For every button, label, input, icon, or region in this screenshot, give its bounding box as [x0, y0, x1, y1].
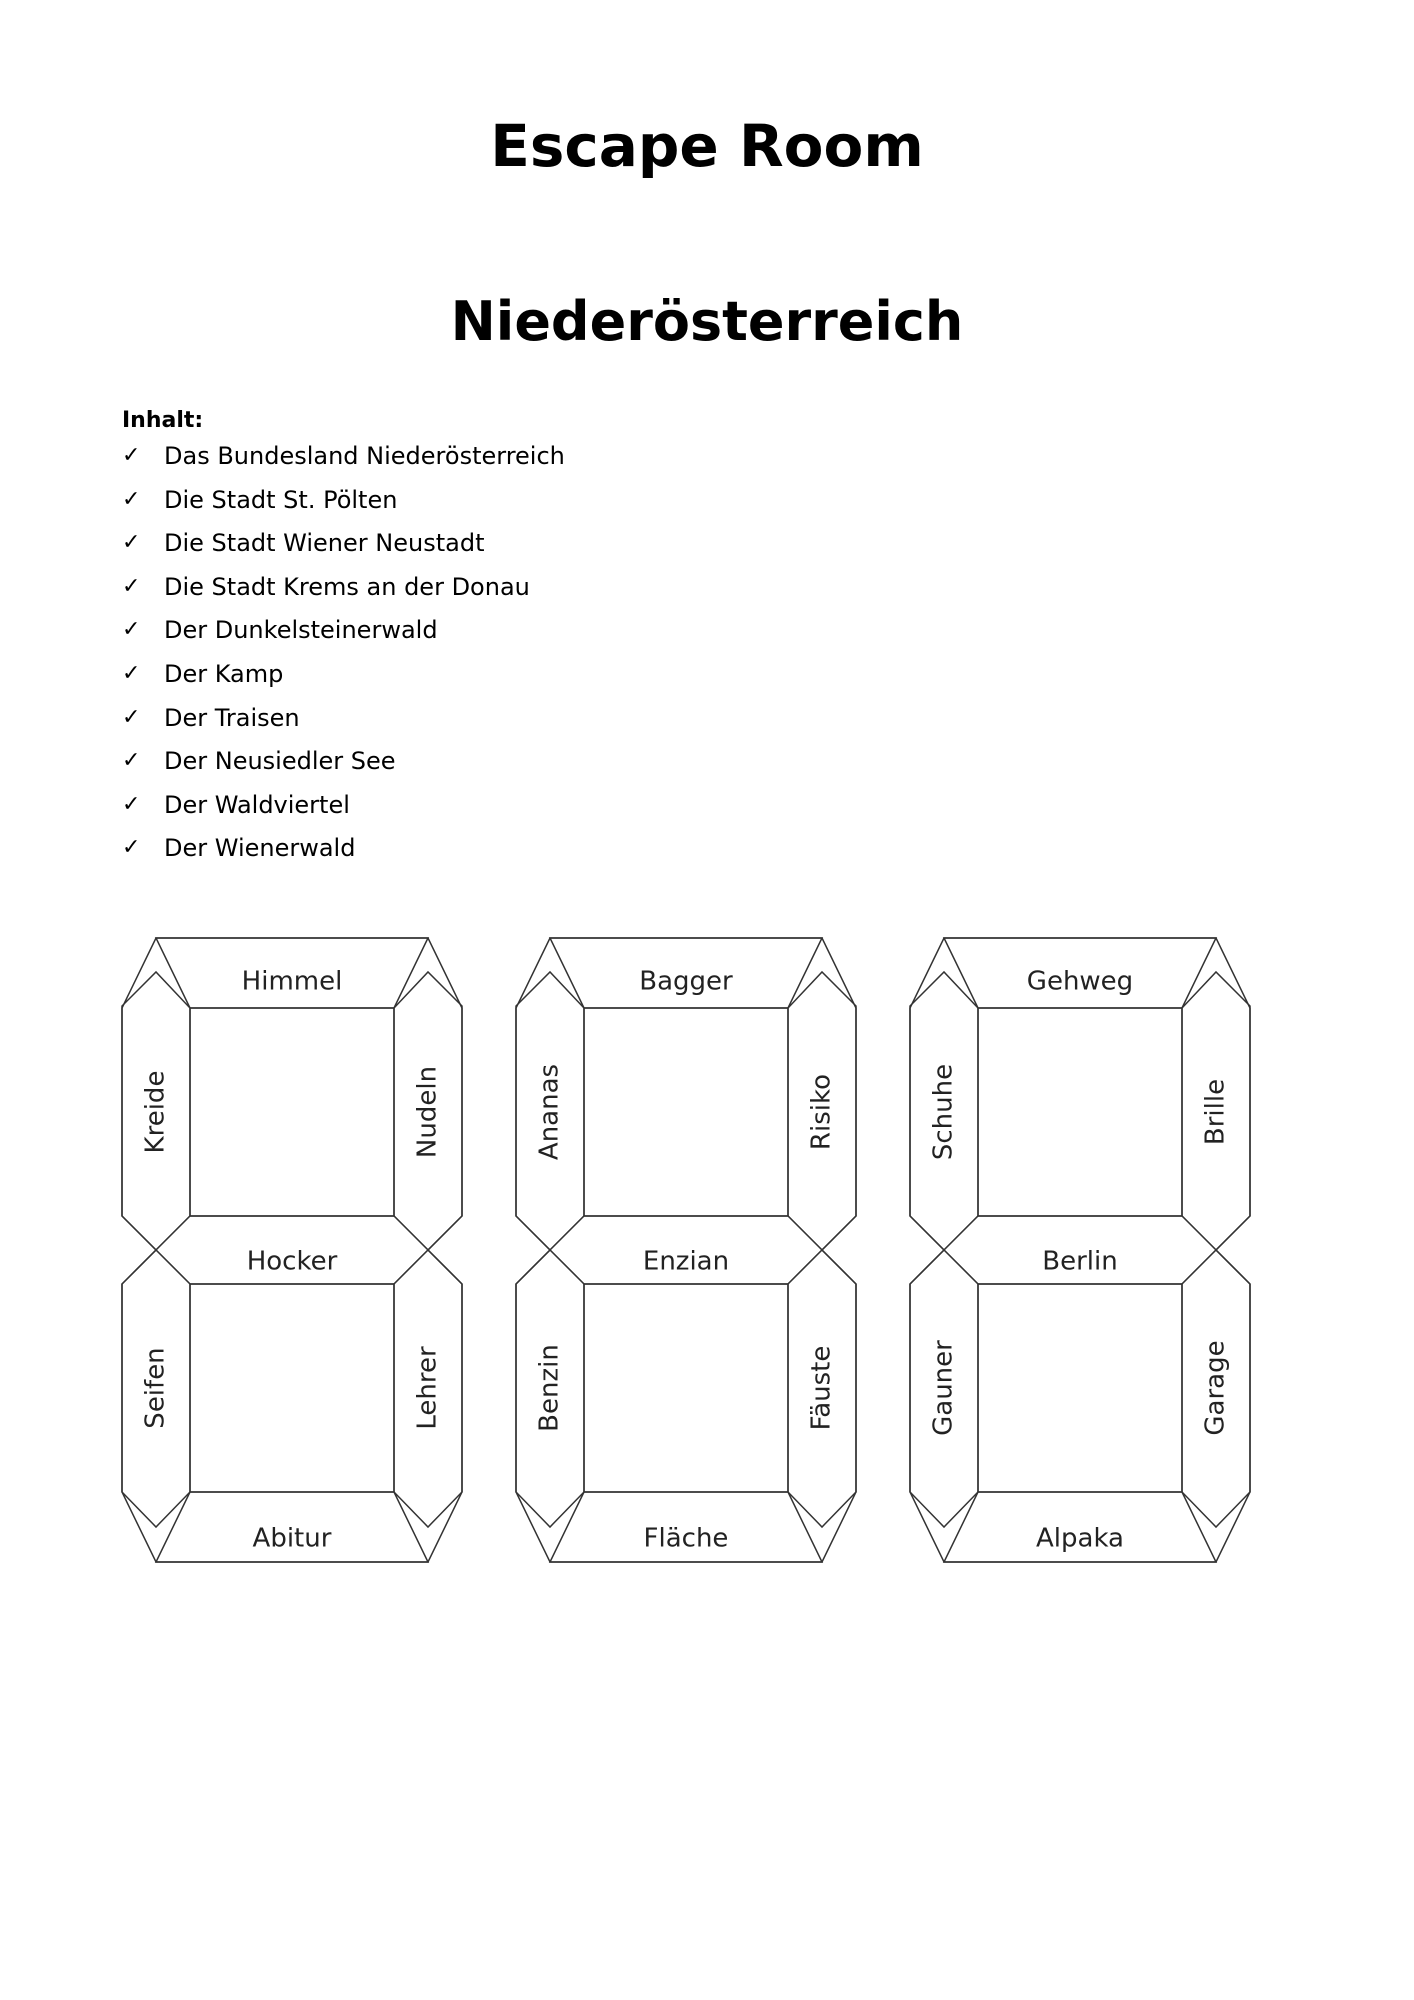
lower-inner-square	[584, 1284, 788, 1492]
document-subtitle: Niederösterreich	[450, 290, 964, 353]
lower-right-label: Garage	[1200, 1340, 1231, 1436]
upper-left-label: Ananas	[534, 1063, 565, 1161]
contents-item-label: Der Wienerwald	[164, 834, 356, 863]
check-icon: ✓	[122, 704, 141, 730]
check-icon: ✓	[122, 573, 141, 599]
bottom-label: Abitur	[252, 1523, 332, 1554]
upper-inner-square	[190, 1008, 394, 1216]
contents-heading: Inhalt:	[122, 408, 204, 433]
lower-inner-square	[978, 1284, 1182, 1492]
check-icon: ✓	[122, 835, 141, 861]
lower-right-label: Fäuste	[806, 1345, 837, 1431]
check-icon: ✓	[122, 791, 141, 817]
check-icon: ✓	[122, 443, 141, 468]
contents-item-label: Die Stadt St. Pölten	[164, 485, 398, 514]
bottom-label: Fläche	[643, 1523, 729, 1554]
puzzle	[516, 938, 856, 1562]
check-icon: ✓	[122, 617, 141, 643]
upper-right-label: Nudeln	[412, 1065, 443, 1159]
top-label: Himmel	[241, 966, 343, 997]
upper-inner-square	[978, 1008, 1182, 1216]
contents-item-label: Der Kamp	[164, 659, 284, 688]
lower-left-label: Gauner	[928, 1340, 959, 1436]
check-icon: ✓	[122, 486, 141, 512]
contents-item-label: Die Stadt Wiener Neustadt	[164, 529, 485, 558]
top-label: Bagger	[639, 966, 733, 997]
upper-left-label: Schuhe	[928, 1063, 959, 1161]
middle-label: Enzian	[642, 1246, 730, 1277]
contents-item-label: Das Bundesland Niederösterreich	[164, 442, 565, 470]
puzzle	[122, 938, 462, 1562]
middle-label: Hocker	[246, 1246, 338, 1277]
upper-right-label: Brille	[1200, 1078, 1231, 1146]
middle-label: Berlin	[1042, 1246, 1118, 1277]
lower-right-label: Lehrer	[412, 1346, 443, 1430]
lower-inner-square	[190, 1284, 394, 1492]
bottom-label: Alpaka	[1036, 1523, 1124, 1554]
contents-item-label: Die Stadt Krems an der Donau	[164, 572, 530, 601]
contents-item-label: Der Traisen	[164, 703, 300, 732]
upper-left-label: Kreide	[140, 1070, 171, 1154]
contents-item-label: Der Waldviertel	[164, 790, 350, 819]
lower-left-label: Benzin	[534, 1344, 565, 1432]
check-icon: ✓	[122, 660, 141, 686]
upper-inner-square	[584, 1008, 788, 1216]
lower-left-label: Seifen	[140, 1347, 171, 1429]
contents-item-label: Der Neusiedler See	[164, 747, 396, 776]
document-title: Escape Room	[490, 112, 924, 180]
upper-right-label: Risiko	[806, 1073, 837, 1151]
contents-item-label: Der Dunkelsteinerwald	[164, 616, 438, 645]
puzzle	[910, 938, 1250, 1562]
check-icon: ✓	[122, 748, 141, 774]
check-icon: ✓	[122, 530, 141, 556]
top-label: Gehweg	[1026, 966, 1134, 997]
